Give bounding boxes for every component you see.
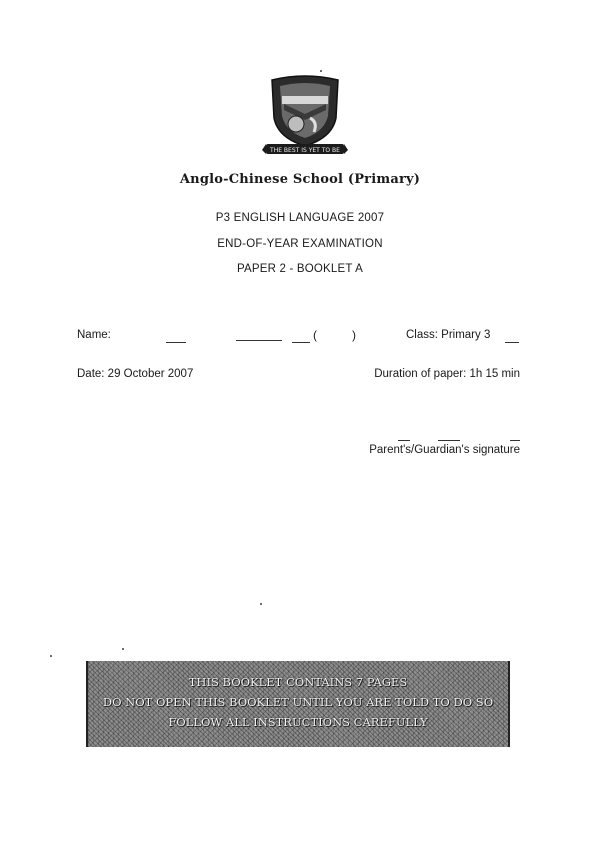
paper-booklet-title: PAPER 2 - BOOKLET A — [236, 263, 364, 275]
scan-speck — [122, 648, 124, 650]
scan-speck — [260, 603, 262, 605]
instructions-notice-box — [86, 661, 510, 747]
register-number-close-paren: ) — [352, 328, 356, 342]
signature-line — [510, 440, 520, 441]
name-blank-3 — [292, 342, 310, 343]
name-blank-2 — [236, 340, 282, 341]
class-blank — [505, 342, 519, 343]
notice-do-not-open: DO NOT OPEN THIS BOOKLET UNTIL YOU ARE TOLD TO DO SO — [102, 695, 494, 709]
name-label: Name: — [77, 329, 111, 341]
parent-signature-label: Parent's/Guardian's signature — [369, 444, 520, 456]
paper-duration: Duration of paper: 1h 15 min — [374, 368, 520, 380]
school-crest-logo — [262, 74, 348, 164]
class-label: Class: Primary 3 — [406, 329, 491, 341]
crest-motto: THE BEST IS YET TO BE — [270, 147, 340, 154]
school-name: Anglo-Chinese School (Primary) — [179, 172, 421, 187]
notice-follow-instructions: FOLLOW ALL INSTRUCTIONS CAREFULLY — [168, 715, 428, 729]
name-blank-1 — [166, 342, 186, 343]
notice-page-count: THIS BOOKLET CONTAINS 7 PAGES — [188, 675, 408, 689]
scan-speck — [50, 655, 52, 657]
exam-date: Date: 29 October 2007 — [77, 368, 194, 380]
exam-type-title: END-OF-YEAR EXAMINATION — [217, 238, 383, 250]
exam-subject-title: P3 ENGLISH LANGUAGE 2007 — [215, 212, 385, 224]
signature-line — [438, 440, 460, 441]
register-number-open-paren: ( — [313, 328, 317, 342]
signature-line — [398, 440, 410, 441]
scan-speck — [320, 70, 322, 72]
